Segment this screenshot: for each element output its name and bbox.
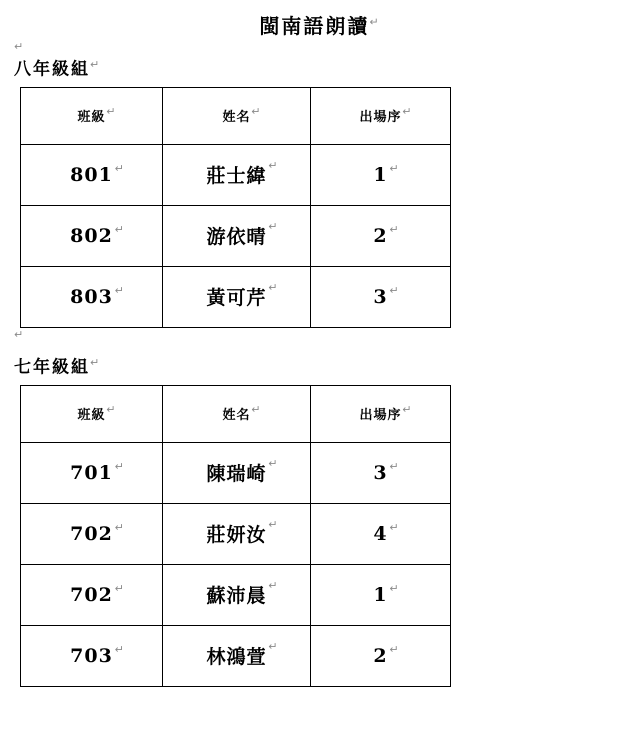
paragraph-mark-icon: ↵	[369, 15, 379, 29]
cell-name-text: 林鴻萱	[206, 646, 267, 668]
cell-class	[21, 144, 163, 205]
column-header-order-text: 出場序	[359, 408, 402, 423]
cell-name-text: 游依晴	[206, 226, 267, 249]
table-grade7	[20, 385, 451, 687]
paragraph-mark-icon: ↵	[268, 640, 278, 653]
cell-class-text: 803	[70, 285, 113, 308]
column-header-class-text: 班級	[77, 110, 106, 126]
paragraph-mark-icon: ↵	[268, 159, 278, 173]
cell-name-text: 陳瑞崎	[206, 463, 267, 485]
cell-order-text: 2	[373, 224, 388, 247]
page-title-text: 閩南語朗讀	[259, 14, 370, 38]
column-header-order	[311, 87, 451, 144]
paragraph-mark-icon: ↵	[268, 220, 278, 234]
cell-order	[311, 625, 451, 686]
cell-name-text: 莊士緯	[206, 165, 267, 188]
paragraph-mark-icon: ↵	[114, 581, 124, 595]
paragraph-mark-icon: ↵	[402, 105, 412, 119]
cell-name	[163, 205, 311, 266]
column-header-name-text: 姓名	[222, 408, 251, 423]
table-grade8	[20, 87, 451, 328]
cell-order	[311, 144, 451, 205]
paragraph-mark-icon: ↵	[114, 161, 124, 175]
page-title	[12, 12, 626, 40]
table-header-row	[21, 385, 451, 442]
paragraph-mark-icon: ↵	[268, 518, 278, 531]
paragraph-mark-icon: ↵	[114, 283, 124, 297]
paragraph-mark-icon: ↵	[251, 403, 261, 416]
paragraph-mark-icon: ↵	[114, 222, 124, 236]
paragraph-mark-icon: ↵	[268, 457, 278, 470]
cell-class	[21, 266, 163, 327]
cell-order	[311, 503, 451, 564]
paragraph-mark-icon: ↵	[402, 403, 412, 416]
paragraph-mark-icon: ↵	[268, 579, 278, 592]
cell-name	[163, 144, 311, 205]
paragraph-mark-icon: ↵	[389, 581, 399, 595]
cell-class	[21, 205, 163, 266]
cell-order-text: 3	[373, 461, 388, 484]
section-heading-grade8-text: 八年級組	[14, 59, 90, 80]
cell-order	[311, 564, 451, 625]
paragraph-mark-icon: ↵	[90, 58, 100, 71]
paragraph-mark-icon: ↵	[389, 222, 399, 236]
column-header-name	[163, 87, 311, 144]
paragraph-mark-icon: ↵	[389, 283, 399, 297]
cell-class	[21, 442, 163, 503]
empty-paragraph-mark	[12, 40, 626, 54]
cell-order-text: 2	[373, 644, 388, 667]
paragraph-mark-icon: ↵	[114, 520, 124, 534]
section-heading-grade7-text: 七年級組	[14, 357, 90, 378]
table-row	[21, 564, 451, 625]
cell-name	[163, 503, 311, 564]
cell-class-text: 801	[70, 163, 113, 186]
cell-name	[163, 266, 311, 327]
cell-name	[163, 564, 311, 625]
cell-order-text: 4	[373, 522, 388, 545]
paragraph-mark-icon: ↵	[14, 40, 24, 53]
cell-class-text: 703	[70, 644, 113, 667]
table-row	[21, 503, 451, 564]
table-row	[21, 442, 451, 503]
cell-class	[21, 503, 163, 564]
section-heading-grade7	[14, 356, 626, 379]
cell-order-text: 1	[373, 583, 388, 606]
paragraph-mark-icon: ↵	[389, 161, 399, 175]
cell-name	[163, 442, 311, 503]
section-heading-grade8	[14, 58, 626, 81]
paragraph-mark-icon: ↵	[268, 281, 278, 295]
table-row	[21, 266, 451, 327]
column-header-order-text: 出場序	[359, 110, 402, 126]
cell-order	[311, 205, 451, 266]
paragraph-mark-icon: ↵	[106, 105, 116, 119]
paragraph-mark-icon: ↵	[389, 459, 399, 473]
column-header-class	[21, 385, 163, 442]
empty-paragraph-mark	[12, 328, 626, 342]
cell-order	[311, 266, 451, 327]
cell-name-text: 莊妍汝	[206, 524, 267, 546]
paragraph-mark-icon: ↵	[389, 642, 399, 656]
paragraph-mark-icon: ↵	[90, 355, 100, 369]
cell-order-text: 1	[373, 163, 388, 186]
column-header-name	[163, 385, 311, 442]
cell-order-text: 3	[373, 285, 388, 308]
column-header-name-text: 姓名	[222, 110, 251, 126]
paragraph-mark-icon: ↵	[14, 327, 24, 341]
cell-class-text: 701	[70, 461, 113, 484]
column-header-class-text: 班級	[77, 408, 106, 423]
cell-class-text: 802	[70, 224, 113, 247]
paragraph-mark-icon: ↵	[389, 520, 399, 534]
cell-class-text: 702	[70, 583, 113, 606]
document-page	[0, 12, 638, 740]
cell-class	[21, 564, 163, 625]
cell-class-text: 702	[70, 522, 113, 545]
cell-name-text: 黃可芹	[206, 287, 267, 310]
paragraph-mark-icon: ↵	[114, 459, 124, 473]
paragraph-mark-icon: ↵	[106, 403, 116, 416]
cell-class	[21, 625, 163, 686]
cell-name-text: 蘇沛晨	[206, 585, 267, 607]
paragraph-mark-icon: ↵	[114, 642, 124, 656]
table-row	[21, 205, 451, 266]
table-row	[21, 144, 451, 205]
table-header-row	[21, 87, 451, 144]
column-header-class	[21, 87, 163, 144]
paragraph-mark-icon: ↵	[251, 105, 261, 119]
table-row	[21, 625, 451, 686]
cell-order	[311, 442, 451, 503]
cell-name	[163, 625, 311, 686]
column-header-order	[311, 385, 451, 442]
